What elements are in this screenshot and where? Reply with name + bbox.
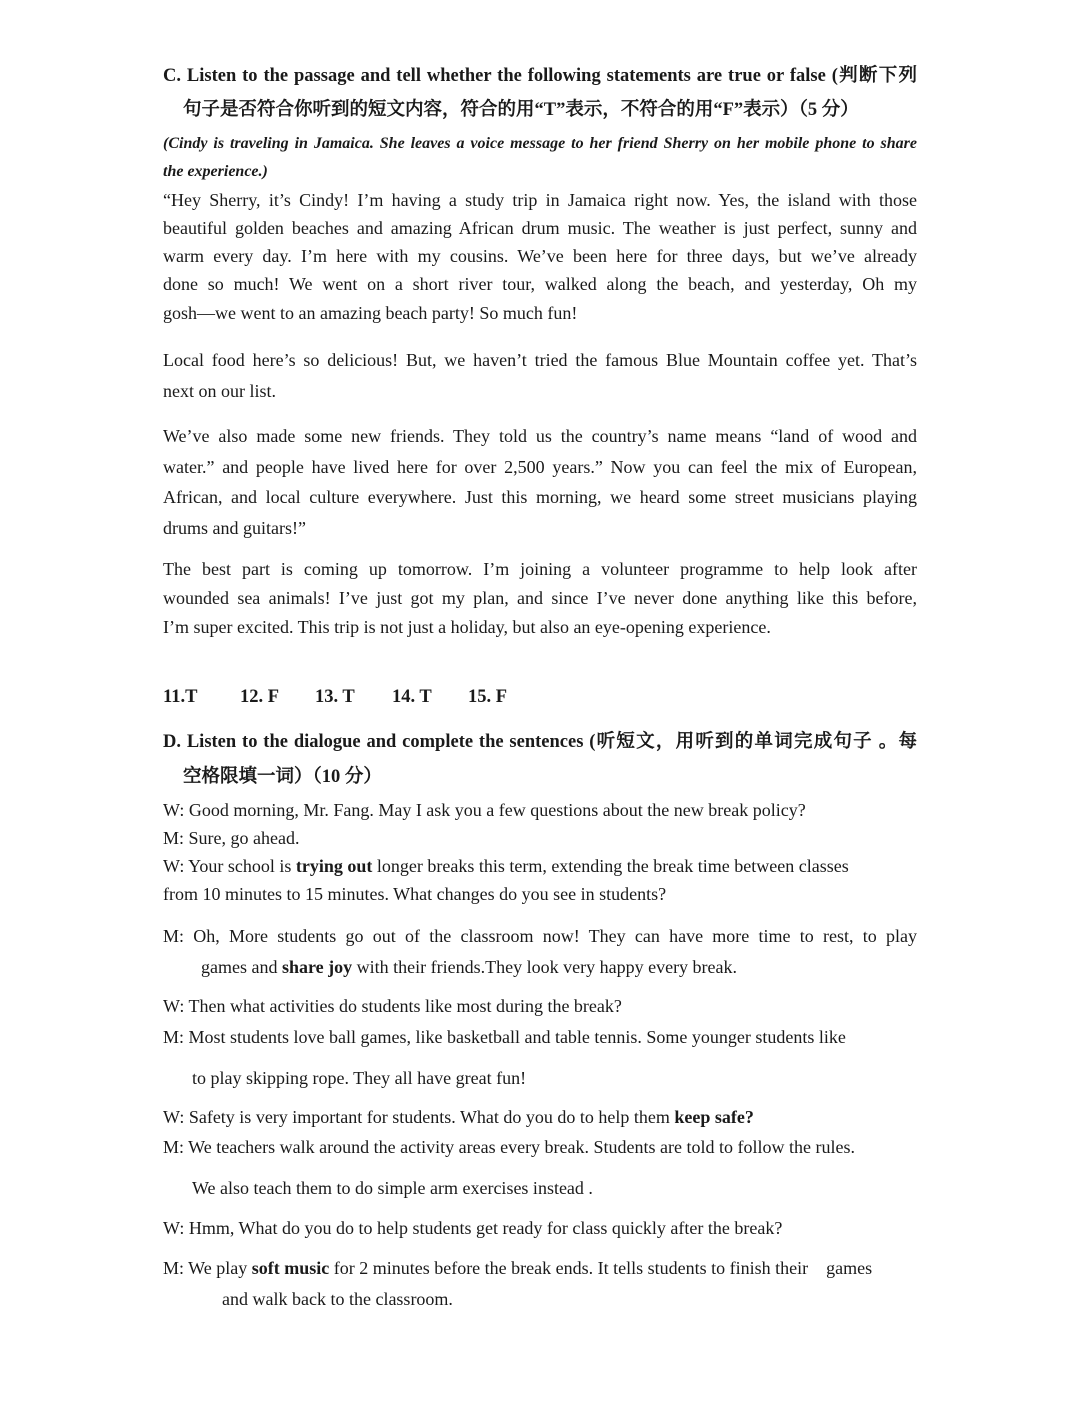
dialogue-line bbox=[163, 1256, 917, 1280]
keyword-trying-out: trying out bbox=[295, 856, 373, 876]
keyword-soft-music: soft music bbox=[251, 1258, 330, 1278]
dialogue-line: and walk back to the classroom. bbox=[222, 1289, 453, 1309]
dialogue-line: to play skipping rope. They all have great fun! bbox=[192, 1068, 527, 1088]
dialogue-line: W: Good morning, Mr. Fang. May I ask you a few questions about the new break policy? bbox=[163, 800, 806, 820]
section-c-heading-cont: 句子是否符合你听到的短文内容，符合的用“T”表示，不符合的用“F”表示）（5 分） bbox=[183, 100, 859, 120]
answer-11: 11.T bbox=[163, 687, 198, 707]
passage-line: beautiful golden beaches and amazing African drum music. The weather is just perfect, sunny and bbox=[163, 218, 917, 238]
passage-line: drums and guitars!” bbox=[163, 518, 306, 538]
dialogue-line bbox=[201, 955, 917, 979]
passage-line: The best part is coming up tomorrow. I’m joining a volunteer programme to help look after bbox=[163, 559, 917, 579]
section-d-heading-cont: 空格限填一词）（10 分） bbox=[183, 767, 382, 787]
dialogue-text: W: Safety is very important for students. What do you do to help them bbox=[163, 1107, 675, 1127]
passage-line: warm every day. I’m here with my cousins. We’ve been here for three days, but we’ve already bbox=[163, 246, 917, 266]
dialogue-line: M: We teachers walk around the activity areas every break. Students are told to follow the rules. bbox=[163, 1137, 855, 1157]
passage-line: water.” and people have lived here for over 2,500 years.” Now you can feel the mix of European, bbox=[163, 457, 917, 477]
dialogue-text: W: Your school is bbox=[163, 856, 296, 876]
passage-line: African, and local culture everywhere. Just this morning, we heard some street musicians playing bbox=[163, 487, 917, 507]
passage-line: wounded sea animals! I’ve just got my plan, and since I’ve never done anything like this before, bbox=[163, 588, 917, 608]
passage-line: next on our list. bbox=[163, 381, 276, 401]
section-c-context: (Cindy is traveling in Jamaica. She leaves a voice message to her friend Sherry on her mobile phone to share bbox=[163, 135, 917, 152]
passage-line: “Hey Sherry, it’s Cindy! I’m having a study trip in Jamaica right now. Yes, the island with those bbox=[163, 190, 917, 210]
section-d-heading: D. Listen to the dialogue and complete the sentences (听短文，用听到的单词完成句子 。每 bbox=[163, 732, 917, 752]
dialogue-line: M: Oh, More students go out of the classroom now! They can have more time to rest, to play bbox=[163, 926, 917, 946]
section-c-heading: C. Listen to the passage and tell whether the following statements are true or false (判断下列 bbox=[163, 66, 917, 86]
dialogue-text: games and bbox=[201, 957, 282, 977]
answer-14: 14. T bbox=[392, 687, 432, 707]
dialogue-text: M: We play bbox=[163, 1258, 252, 1278]
dialogue-line: M: Most students love ball games, like basketball and table tennis. Some younger students like bbox=[163, 1027, 846, 1047]
passage-line: gosh—we went to an amazing beach party! So much fun! bbox=[163, 303, 578, 323]
answer-12: 12. F bbox=[240, 687, 280, 707]
passage-line: Local food here’s so delicious! But, we haven’t tried the famous Blue Mountain coffee yet. That’s bbox=[163, 350, 917, 370]
dialogue-text: with their friends.They look very happy every break. bbox=[352, 957, 738, 977]
answer-13: 13. T bbox=[315, 687, 355, 707]
dialogue-line: We also teach them to do simple arm exercises instead . bbox=[192, 1178, 593, 1198]
keyword-keep-safe: keep safe? bbox=[674, 1107, 754, 1127]
passage-line: done so much! We went on a short river tour, walked along the beach, and yesterday, Oh my bbox=[163, 274, 917, 294]
dialogue-line bbox=[163, 1105, 917, 1129]
dialogue-text: longer breaks this term, extending the break time between classes bbox=[372, 856, 849, 876]
dialogue-line: from 10 minutes to 15 minutes. What changes do you see in students? bbox=[163, 884, 667, 904]
dialogue-line bbox=[163, 854, 917, 878]
dialogue-line: W: Hmm, What do you do to help students get ready for class quickly after the break? bbox=[163, 1218, 783, 1238]
section-c-context-cont: the experience.) bbox=[163, 163, 268, 180]
answer-15: 15. F bbox=[468, 687, 508, 707]
passage-line: I’m super excited. This trip is not just a holiday, but also an eye-opening experience. bbox=[163, 617, 771, 637]
dialogue-line: M: Sure, go ahead. bbox=[163, 828, 300, 848]
passage-line: We’ve also made some new friends. They told us the country’s name means “land of wood and bbox=[163, 426, 917, 446]
keyword-share-joy: share joy bbox=[281, 957, 353, 977]
dialogue-text: for 2 minutes before the break ends. It tells students to finish their games bbox=[329, 1258, 873, 1278]
dialogue-line: W: Then what activities do students like most during the break? bbox=[163, 996, 622, 1016]
